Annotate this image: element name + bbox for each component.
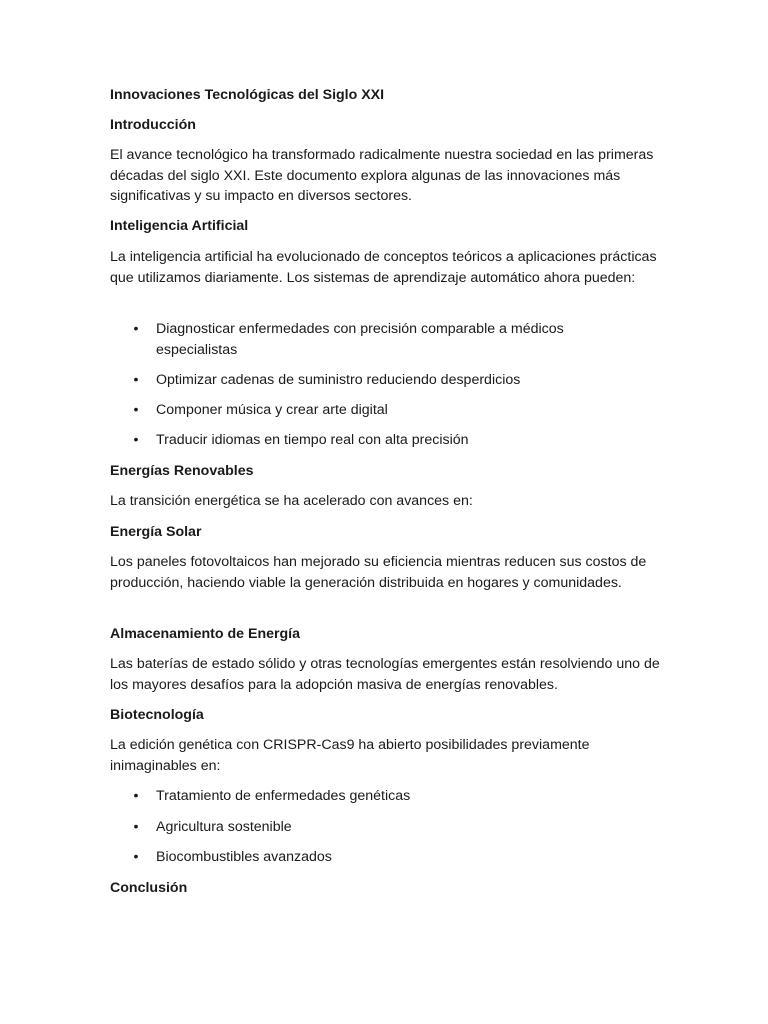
bullet-icon: •	[133, 402, 139, 418]
energy-heading: Energías Renovables	[110, 463, 254, 479]
list-item-text: Agricultura sostenible	[156, 819, 292, 835]
storage-heading: Almacenamiento de Energía	[110, 626, 301, 642]
bullet-icon: •	[133, 321, 139, 337]
conclusion-heading: Conclusión	[110, 880, 188, 896]
list-item-text: Tratamiento de enfermedades genéticas	[156, 788, 411, 804]
bullet-icon: •	[133, 372, 139, 388]
intro-heading: Introducción	[110, 117, 196, 133]
ai-paragraph: La inteligencia artificial ha evolucionado de conceptos teóricos a aplicaciones prácticas que utilizamos diariamente. Los sistemas de aprendizaje automático ahora pueden:	[110, 249, 657, 286]
list-item-text: Diagnosticar enfermedades con precisión comparable a médicos especialistas	[156, 321, 564, 358]
list-item-text: Biocombustibles avanzados	[156, 849, 332, 865]
ai-heading: Inteligencia Artificial	[110, 218, 249, 234]
intro-paragraph: El avance tecnológico ha transformado radicalmente nuestra sociedad en las primeras décadas del siglo XXI. Este documento explora algunas de las innovaciones más significativas y su impacto en diversos sectores.	[110, 147, 654, 204]
bullet-icon: •	[133, 849, 139, 865]
list-item-text: Componer música y crear arte digital	[156, 402, 388, 418]
storage-paragraph: Las baterías de estado sólido y otras tecnologías emergentes están resolviendo uno de los mayores desafíos para la adopción masiva de energías renovables.	[110, 656, 660, 693]
solar-heading: Energía Solar	[110, 524, 202, 540]
solar-paragraph: Los paneles fotovoltaicos han mejorado su eficiencia mientras reducen sus costos de producción, haciendo viable la generación distribuida en hogares y comunidades.	[110, 554, 647, 591]
list-item-text: Optimizar cadenas de suministro reduciendo desperdicios	[156, 372, 521, 388]
document-title: Innovaciones Tecnológicas del Siglo XXI	[110, 87, 385, 103]
biotech-heading: Biotecnología	[110, 707, 204, 723]
bullet-icon: •	[133, 788, 139, 804]
bullet-icon: •	[133, 432, 139, 448]
bullet-icon: •	[133, 819, 139, 835]
energy-paragraph: La transición energética se ha acelerado con avances en:	[110, 493, 473, 509]
biotech-paragraph: La edición genética con CRISPR-Cas9 ha abierto posibilidades previamente inimaginables en:	[110, 737, 590, 774]
list-item-text: Traducir idiomas en tiempo real con alta precisión	[156, 432, 469, 448]
